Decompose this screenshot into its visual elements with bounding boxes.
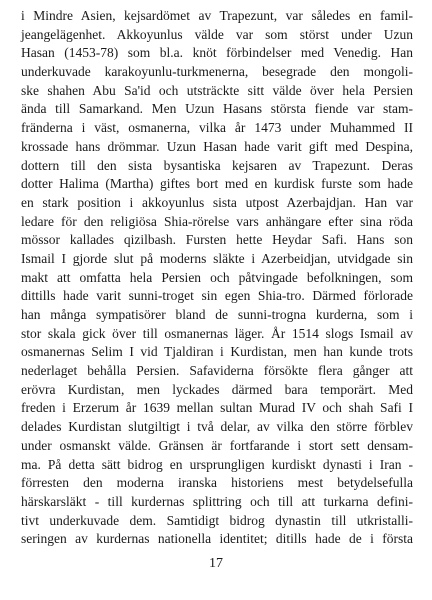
text-line: ma. På detta sätt bidrog en ursprungligen kurdiskt dynasti i Iran - <box>21 456 413 472</box>
text-line: mössor kallades qizilbash. Fursten hette Heydar Safi. Hans son <box>21 232 413 248</box>
text-line: härskarsläkt - till kurdernas splittring och till att turkarna defini- <box>21 493 413 509</box>
text-line: förresten den moderna iranska historiens mest betydelsefulla <box>21 475 413 491</box>
text-line: dotter Halima (Martha) giftes bort med en kurdisk furste som hade <box>21 176 413 192</box>
text-line: seringen av kurdernas nationella identitet; ditills hade de i första <box>21 531 413 547</box>
text-line: ske shahen Abu Sa'id och utsträckte sitt välde över hela Persien <box>21 82 413 98</box>
text-line: jeangelägenhet. Akkoyunlus välde var som störst under Uzun <box>21 26 413 42</box>
text-line: underkuvade karakoyunlu-turkmenerna, besegrade den mongoli- <box>21 64 413 80</box>
text-line: han många sympatisörer bland de sunni-trogna kurderna, som i <box>21 307 413 322</box>
text-line: dittills hade varit sunni-troget sin egen Shia-tro. Därmed förlorade <box>21 288 413 304</box>
text-line: osmanernas Selim I vid Tjaldiran i Kurdistan, men han kunde trots <box>21 344 413 360</box>
text-line: stor skala gick över till osmanernas läger. År 1514 slogs Ismail av <box>21 325 413 341</box>
page-number: 17 <box>209 556 223 571</box>
text-line: tivt underkuvade dem. Samtidigt bidrog dynastin till utkristalli- <box>21 512 413 528</box>
text-line: krossade hans drömmar. Uzun Hasan hade varit gift med Despina, <box>21 138 413 154</box>
text-line: makt att omfatta hela Persien och påtvingade befolkningen, som <box>21 269 413 285</box>
text-line: Ismail I gjorde slut på moderns släkte i Azerbeidjan, utvidgade sin <box>21 250 413 266</box>
text-line: delades Kurdistan slutgiltigt i två delar, av vilka den större förblev <box>21 419 413 435</box>
text-line: under osmanskt välde. Gränsen är fortfarande i stort sett densam- <box>21 437 413 453</box>
body-text <box>21 7 413 549</box>
text-line: i Mindre Asien, kejsardömet av Trapezunt, var således en famil- <box>21 8 413 23</box>
text-line: fränderna i väst, osmanerna, vilka år 1473 under Muhammed II <box>21 120 413 136</box>
text-line: dottern till den sista bysantiska kejsaren av Trapezunt. Deras <box>21 157 413 173</box>
text-line: ända till Samarkand. Men Uzun Hasans största fiende var stam- <box>21 101 413 117</box>
text-line: freden i Erzerum år 1639 mellan sultan Murad IV och shah Safi I <box>21 400 413 416</box>
text-line: en stark position i akkoyunlus sista utpost Azerbajdjan. Han var <box>21 194 413 210</box>
text-line: Hasan (1453-78) som bl.a. knöt förbindelser med Venedig. Han <box>21 45 413 61</box>
text-line: erövra Kurdistan, men lyckades därmed bara temporärt. Med <box>21 381 413 397</box>
text-line: nederlaget behålla Persien. Safaviderna försökte flera gånger att <box>21 363 413 379</box>
text-line: ledare för den religiösa Shia-rörelse vars anhängare efter sina röda <box>21 213 413 229</box>
